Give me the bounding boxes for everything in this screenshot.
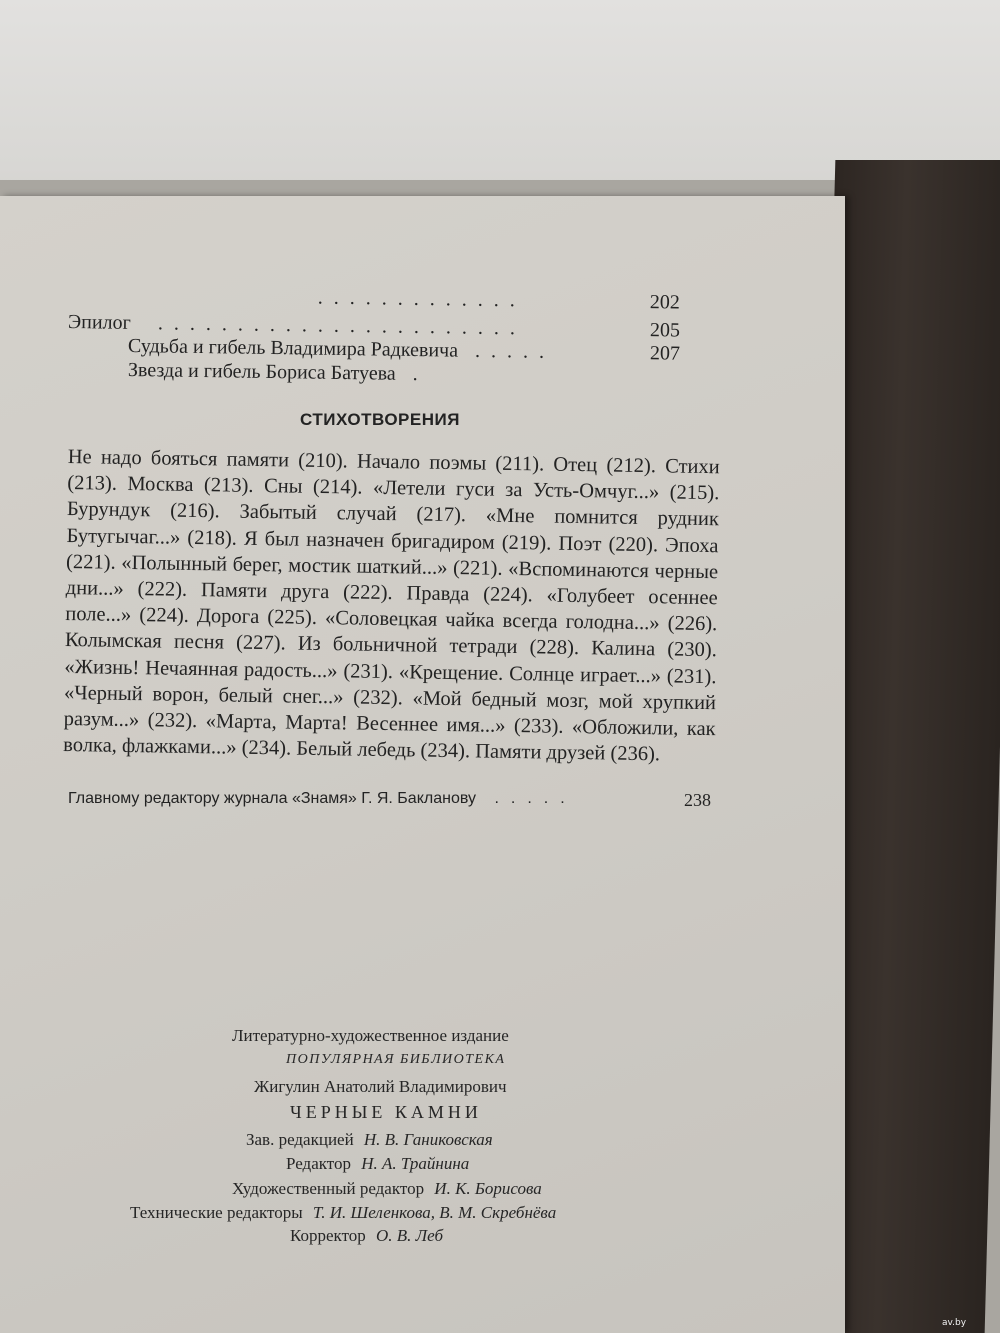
credit-name: Н. А. Трайнина [361,1154,470,1173]
section-heading: СТИХОТВОРЕНИЯ [300,410,460,429]
book-title: ЧЕРНЫЕ КАМНИ [290,1102,482,1122]
toc-entry-page: 205 [649,319,681,342]
credit-role: Художественный редактор [232,1179,425,1198]
toc-entry-title: Звезда и гибель Бориса Батуева [127,359,396,385]
toc-leader-dots: . [412,362,429,386]
toc-leader-dots: ..... [474,339,556,363]
credit-role: Технические редакторы [130,1203,303,1222]
credit-name: О. В. Леб [375,1226,444,1245]
watermark-text: av.by [942,1318,967,1328]
poems-list: Не надо бояться памяти (210). Начало поэмы (211). Отец (212). Стихи (213). Москва (213). Сны (214). «Летели гуси за Усть-Омчуг...» (215). Бурундук (216). Забытый случай (217). «Мне помнится рудник Бутугычаг...» (218). Я был назначен бригадиром (219). Поэт (220). Эпоха (221). «Полынный берег, мостик шаткий...» (221). «Вспоминаются черные дни...» (222). Памяти друга (222). Правда (224). «Голубеет осеннее поле...» (224). Дорога (225). «Соловецкая чайка всегда голодна...» (226). Колымская песня (227). Из больничной тетради (228). Калина (230). «Жизнь! Нечаянная радость...» (231). «Крещение. Солнце играет...» (231). «Черный ворон, белый снег...» (232). «Мой бедный мозг, мой хрупкий разум...» (232). «Марта, Марта! Весеннее имя...» (233). «Обложили, как волка, флажками...» (234). Белый лебедь (234). Памяти друзей (236). [63,445,720,766]
credit-line [130,1203,556,1223]
toc-entry-title: Судьба и гибель Владимира Радкевича [127,335,459,362]
credit-line [232,1179,542,1199]
credit-line [286,1154,469,1174]
toc-leader-dots: ..... [494,790,577,807]
toc-entry-dedication [68,790,711,810]
toc-entry [67,310,681,342]
credit-role: Корректор [290,1226,366,1245]
toc-entry-title: Эпилог [67,311,131,334]
credit-role: Зав. редакцией [246,1130,354,1149]
credit-role: Редактор [286,1154,351,1173]
toc-entry-page: 207 [649,342,681,365]
toc-entry-page: 202 [649,291,680,314]
credit-line [290,1226,443,1246]
credit-name: Н. В. Ганиковская [363,1130,493,1149]
toc-leader-dots: ....................... [157,312,527,340]
credit-name: И. К. Борисова [434,1179,542,1198]
author-name: Жигулин Анатолий Владимирович [254,1077,507,1096]
toc-entry [128,358,429,386]
toc-entry-title: Главному редактору журнала «Знамя» Г. Я. Бакланову [68,790,476,807]
book-page [0,196,845,1333]
series-name: ПОПУЛЯРНАЯ БИБЛИОТЕКА [286,1052,506,1067]
credit-name: Т. И. Шеленкова, В. М. Скребнёва [312,1203,557,1222]
edition-type: Литературно-художественное издание [232,1026,509,1045]
toc-leader-dots: ............. [317,286,526,312]
credit-line [246,1130,493,1150]
toc-entry-page: 238 [684,790,711,810]
